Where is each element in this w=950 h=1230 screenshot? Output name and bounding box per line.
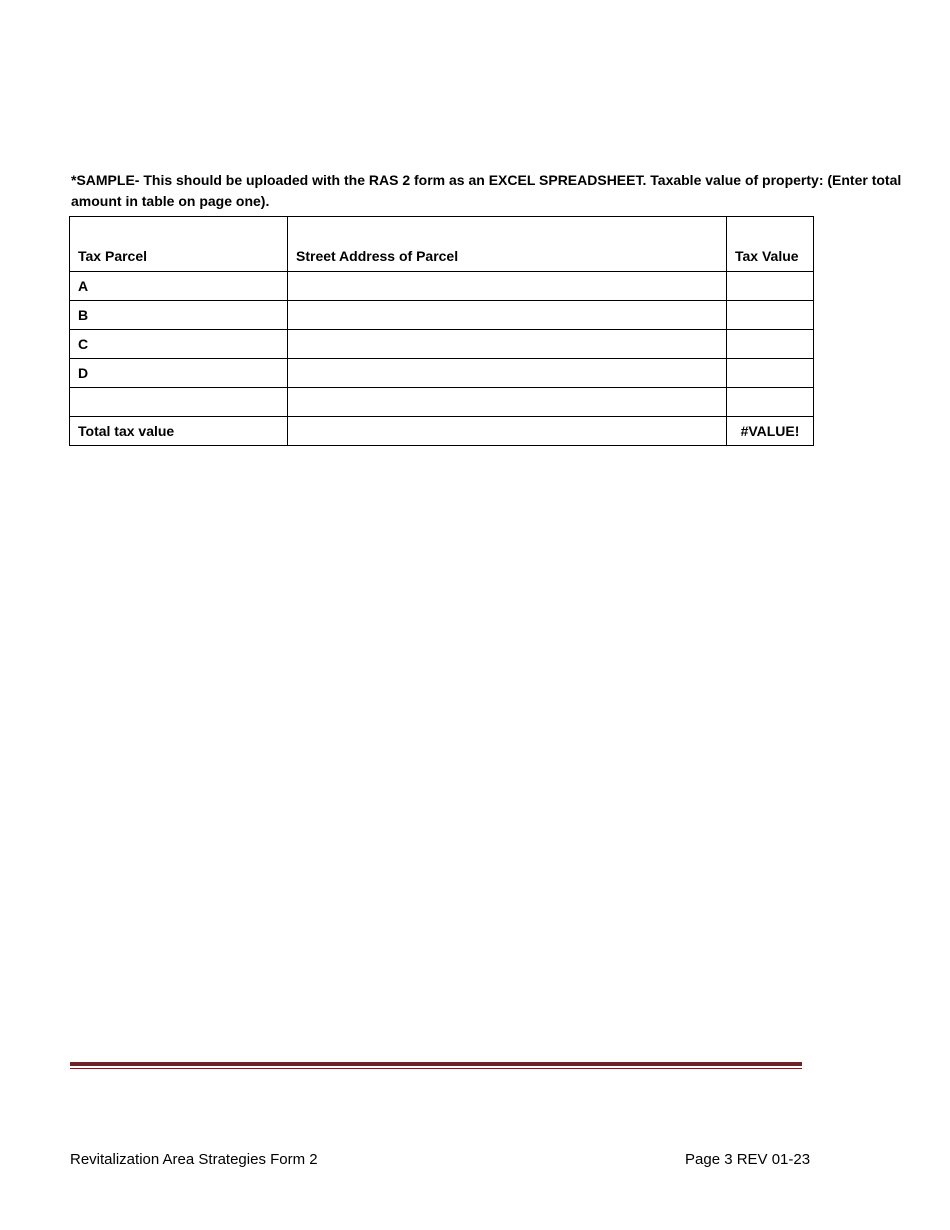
total-tax-value: #VALUE!: [727, 417, 814, 446]
header-tax-parcel: Tax Parcel: [70, 217, 288, 272]
table-row: [70, 388, 814, 417]
sample-instructions: *SAMPLE- This should be uploaded with the RAS 2 form as an EXCEL SPREADSHEET. Taxable value of property: (Enter total amount in table on page one).: [71, 172, 902, 209]
address-cell: [288, 272, 727, 301]
value-cell: [727, 301, 814, 330]
address-cell: [288, 330, 727, 359]
address-cell: [288, 301, 727, 330]
parcel-cell: C: [70, 330, 288, 359]
value-cell: [727, 272, 814, 301]
parcel-cell: B: [70, 301, 288, 330]
value-cell: [727, 330, 814, 359]
value-cell: [727, 388, 814, 417]
address-cell: [288, 388, 727, 417]
value-cell: [727, 359, 814, 388]
tax-parcel-table: [69, 216, 814, 446]
parcel-cell: D: [70, 359, 288, 388]
table-row: [70, 301, 814, 330]
footer-divider: [70, 1062, 802, 1066]
total-address-cell: [288, 417, 727, 446]
footer-divider-thin: [70, 1068, 802, 1069]
table-row: [70, 359, 814, 388]
total-label: Total tax value: [70, 417, 288, 446]
header-street-address: Street Address of Parcel: [288, 217, 727, 272]
table-row: [70, 272, 814, 301]
table-row: [70, 330, 814, 359]
total-row: [70, 417, 814, 446]
address-cell: [288, 359, 727, 388]
table-header-row: [70, 217, 814, 272]
footer-form-name: Revitalization Area Strategies Form 2: [70, 1151, 318, 1168]
parcel-cell: [70, 388, 288, 417]
footer-page-info: Page 3 REV 01-23: [685, 1151, 811, 1168]
header-tax-value: Tax Value: [727, 217, 814, 272]
parcel-cell: A: [70, 272, 288, 301]
